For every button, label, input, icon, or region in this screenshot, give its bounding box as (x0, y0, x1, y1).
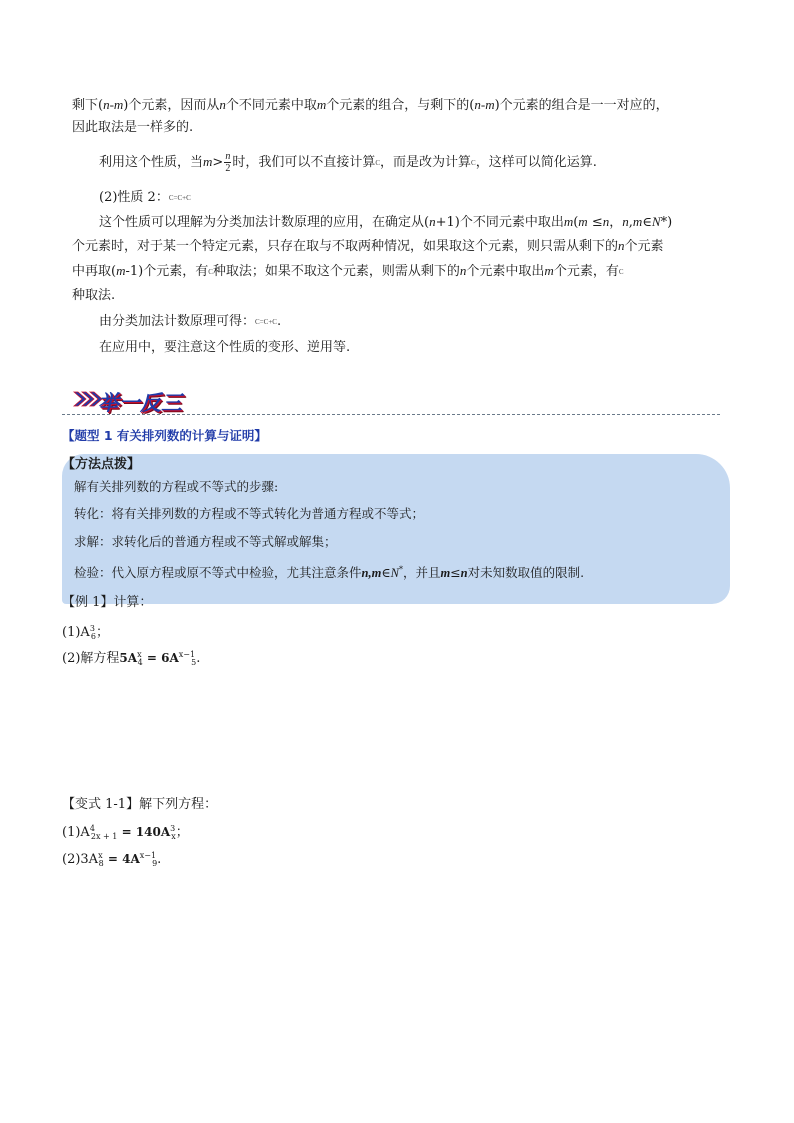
combination-symbol: C (618, 268, 624, 276)
text: ∈ (381, 565, 391, 580)
text: (2)3A (62, 852, 99, 867)
math-expr: = 4A (103, 852, 140, 866)
text: +1)个不同元素中取出 (435, 215, 564, 230)
text: -1)个元素，有 (125, 264, 209, 279)
superscript: x−1 (139, 851, 157, 860)
math-var: N (651, 214, 661, 229)
superscript: x−1 (178, 650, 196, 659)
subscript: 4 (137, 658, 143, 667)
math-var: n (622, 214, 629, 229)
conclusion-line (99, 313, 281, 331)
type1-title: 【题型 1 有关排列数的计算与证明】 (62, 428, 267, 443)
superscript: 3 (89, 624, 95, 633)
math-var: m (563, 214, 574, 229)
text: . (276, 314, 282, 329)
fraction-n-over-2 (224, 151, 231, 174)
text: > (212, 155, 224, 170)
method-line-4 (74, 561, 584, 582)
math-var: m (440, 566, 451, 580)
math-var: m (632, 214, 643, 229)
math-var: n (429, 214, 436, 229)
superscript: 4 (89, 824, 95, 833)
math-expr: = 6A (142, 651, 179, 665)
subscript: x (171, 832, 176, 841)
text: (1)A (62, 625, 90, 640)
text: (2)解方程 (62, 651, 120, 666)
superscript: x (137, 650, 142, 659)
banner-title: 举一反三 (98, 391, 182, 415)
method-line-1: 解有关排列数的方程或不等式的步骤: (74, 479, 279, 494)
math-var: n (219, 97, 226, 112)
example1-part2 (62, 646, 200, 672)
example1-title: 【例 1】计算： (62, 595, 153, 610)
explanation-line-4: 种取法. (72, 288, 116, 303)
explanation-line-3 (72, 262, 624, 281)
combination-symbol: +C (268, 318, 277, 326)
text: ( (573, 215, 579, 230)
math-var: n (459, 263, 467, 278)
variant1-part1 (62, 820, 189, 846)
fraction-denominator: 2 (225, 163, 231, 174)
subscript: 2x + 1 (90, 832, 118, 841)
text: 个元素中取出 (466, 264, 545, 279)
property-use-line (99, 151, 597, 174)
text: )个元素的组合是一一对应的， (494, 98, 669, 113)
property2-line (99, 189, 191, 207)
combination-symbol: C (168, 194, 174, 202)
math-var: m (203, 154, 213, 169)
text: ≤ (450, 565, 461, 580)
variant1-part2 (62, 847, 161, 873)
math-var: N (390, 566, 399, 580)
text: ≤ (587, 215, 603, 230)
subscript: 8 (98, 859, 104, 868)
combination-symbol: +C (182, 194, 191, 202)
math-var: n-m (103, 97, 124, 112)
text: 由分类加法计数原理可得： (99, 314, 256, 329)
subscript: 9 (152, 859, 158, 868)
explanation-line-1 (99, 213, 672, 232)
text: ∈ (642, 215, 652, 230)
text: 时，我们可以不直接计算 (232, 155, 376, 170)
text: 个元素 (624, 239, 664, 254)
variant1-title: 【变式 1-1】解下列方程： (62, 797, 218, 812)
math-var: m (544, 263, 554, 278)
math-var: m (578, 214, 588, 229)
text: . (157, 852, 162, 867)
superscript: x (98, 851, 103, 860)
explanation-line-2 (72, 237, 664, 256)
method-line-3: 求解：求转化后的普通方程或不等式解或解集； (74, 534, 337, 549)
text: 检验：代入原方程或原不等式中检验，尤其注意条件 (74, 565, 362, 580)
text: )个元素，因而从 (123, 98, 220, 113)
text: 对未知数取值的限制. (467, 565, 585, 580)
text: ，而是改为计算 (380, 155, 472, 170)
intro-line-2: 因此取法是一样多的. (72, 120, 194, 135)
math-var: n (602, 214, 610, 229)
fraction-numerator: n (225, 151, 231, 162)
math-expr: 5A (119, 651, 138, 665)
text: 利用这个性质，当 (99, 155, 204, 170)
math-var: n (618, 238, 625, 253)
combination-symbol: C (471, 159, 476, 167)
text: 这个性质可以理解为分类加法计数原理的应用，在确定从( (99, 215, 430, 230)
math-var: m (116, 263, 126, 278)
text: 种取法；如果不取这个元素，则需从剩下的 (212, 264, 460, 279)
application-note: 在应用中，要注意这个性质的变形、逆用等. (99, 340, 351, 355)
text: . (196, 651, 201, 666)
text: 个不同元素中取 (225, 98, 317, 113)
text: 中再取( (72, 264, 117, 279)
intro-line-1 (72, 96, 669, 115)
method-tag: 【方法点拨】 (62, 457, 141, 472)
text: 个元素时，对于某一个特定元素，只存在取与不取两种情况，如果取这个元素，则只需从剩下的 (72, 239, 619, 254)
subscript: 6 (90, 632, 96, 641)
math-var: m (316, 97, 327, 112)
text: , (628, 215, 633, 230)
text: (2)性质 2： (99, 190, 169, 205)
text: 个元素的组合，与剩下的( (326, 98, 475, 113)
superscript: 3 (170, 824, 176, 833)
text: *) (660, 215, 673, 230)
combination-symbol: C (255, 318, 260, 326)
combination-symbol: C (375, 159, 380, 167)
superscript: * (398, 565, 403, 574)
math-var: n-m (474, 97, 495, 112)
text: ； (96, 625, 110, 640)
subscript: 5 (191, 658, 197, 667)
text: ， (609, 215, 623, 230)
math-expr: = 140A (117, 825, 171, 839)
math-var: n,m (361, 566, 382, 580)
method-line-2: 转化：将有关排列数的方程或不等式转化为普通方程或不等式； (74, 506, 425, 521)
combination-symbol: =C (259, 318, 269, 326)
text: ，并且 (402, 565, 441, 580)
text: 剩下( (72, 98, 104, 113)
text: ； (175, 825, 189, 840)
text: ，这样可以简化运算. (475, 155, 597, 170)
text: (1)A (62, 825, 90, 840)
combination-symbol: C (208, 268, 213, 276)
section-divider (62, 414, 720, 415)
text: 个元素，有 (553, 264, 619, 279)
example1-part1 (62, 620, 109, 646)
math-var: n (460, 566, 468, 580)
combination-symbol: =C (173, 194, 183, 202)
